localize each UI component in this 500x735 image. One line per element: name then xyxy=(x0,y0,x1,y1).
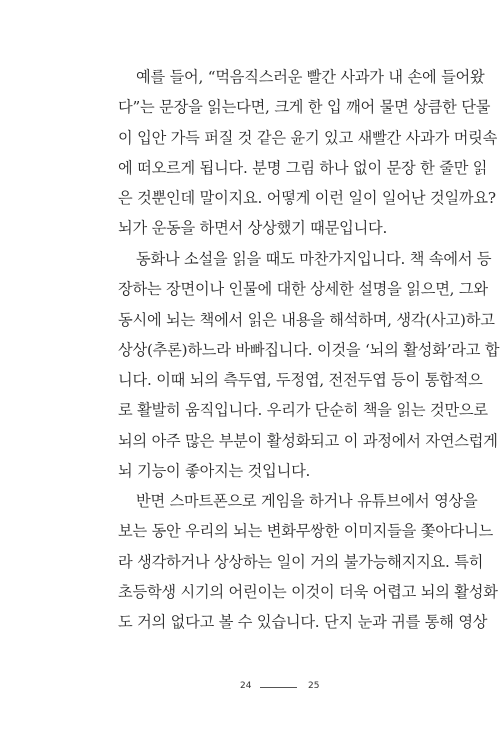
left-page-number: 24 xyxy=(240,681,252,691)
paragraph-3 xyxy=(118,486,498,637)
text-line: 초등학생 시기의 어린이는 이것이 더욱 어렵고 뇌의 활성화 xyxy=(118,582,498,601)
text-line: 뇌가 운동을 하면서 상상했기 때문입니다. xyxy=(118,219,388,238)
page-number-divider xyxy=(260,687,297,688)
text-line: 로 활발히 움직입니다. 우리가 단순히 책을 읽는 것만으로 xyxy=(118,401,488,420)
text-line: 반면 스마트폰으로 게임을 하거나 유튜브에서 영상을 xyxy=(136,492,478,510)
text-line: 이 입안 가득 퍼질 것 같은 윤기 있고 새빨간 사과가 머릿속 xyxy=(118,128,498,147)
text-line: 라 생각하거나 상상하는 일이 거의 불가능해지지요. 특히 xyxy=(118,552,484,571)
text-line: 다”는 문장을 읽는다면, 크게 한 입 깨어 물면 상큼한 단물 xyxy=(118,98,491,117)
text-line: 뇌의 아주 많은 부분이 활성화되고 이 과정에서 자연스럽게 xyxy=(118,431,498,450)
text-line: 에 떠오르게 됩니다. 분명 그림 하나 없이 문장 한 줄만 읽 xyxy=(118,158,488,177)
right-page-number: 25 xyxy=(308,681,320,691)
text-line: 니다. 이때 뇌의 측두엽, 두정엽, 전전두엽 등이 통합적으 xyxy=(118,371,483,390)
text-line: 장하는 장면이나 인물에 대한 상세한 설명을 읽으면, 그와 xyxy=(118,280,488,299)
paragraph-2 xyxy=(118,244,500,486)
paragraph-1 xyxy=(118,62,498,244)
text-line: 예를 들어, “먹음직스러운 빨간 사과가 내 손에 들어왔 xyxy=(136,68,485,86)
text-line: 도 거의 없다고 볼 수 있습니다. 단지 눈과 귀를 통해 영상 xyxy=(118,613,488,632)
page-footer xyxy=(0,681,500,695)
text-line: 뇌 기능이 좋아지는 것입니다. xyxy=(118,462,311,481)
text-line: 보는 동안 우리의 뇌는 변화무쌍한 이미지들을 쫓아다니느 xyxy=(118,522,494,541)
text-line: 동화나 소설을 읽을 때도 마찬가지입니다. 책 속에서 등 xyxy=(136,250,492,268)
text-line: 상상(추론)하느라 바빠집니다. 이것을 ‘뇌의 활성화’라고 합 xyxy=(118,340,500,359)
text-line: 동시에 뇌는 책에서 읽은 내용을 해석하며, 생각(사고)하고 xyxy=(118,310,495,329)
text-line: 은 것뿐인데 말이지요. 어떻게 이런 일이 일어난 것일까요? xyxy=(118,189,496,208)
